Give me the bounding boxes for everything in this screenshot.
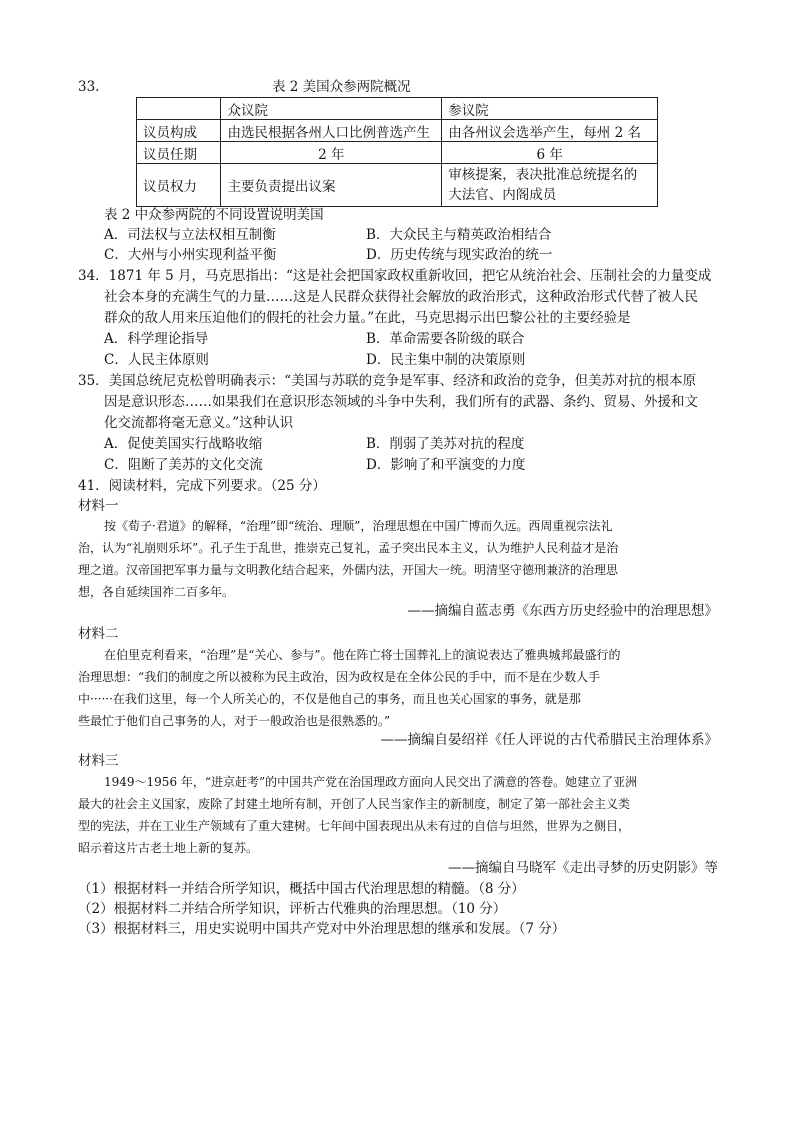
q33-option-c: C．大州与小州实现利益平衡 bbox=[104, 247, 277, 263]
q34-option-c: C．人民主体原则 bbox=[104, 352, 209, 368]
table-header-row bbox=[137, 98, 658, 120]
q35-line: 因是意识形态……如果我们在意识形态领域的斗争中失利，我们所有的武器、条约、贸易、外援和文 bbox=[104, 394, 698, 410]
q33-option-a: A．司法权与立法权相互制衡 bbox=[104, 227, 276, 243]
table-cell: 由选民根据各州人口比例普选产生 bbox=[221, 120, 442, 142]
q35-option-b: B．削弱了美苏对抗的程度 bbox=[366, 436, 525, 452]
table-cell: 由各州议会选举产生，每州 2 名 bbox=[442, 120, 658, 142]
requirement-1: （1）根据材料一并结合所学知识，概括中国古代治理思想的精髓。（8 分） bbox=[78, 881, 525, 897]
q35-option-d: D．影响了和平演变的力度 bbox=[366, 457, 526, 473]
material2-line: 在伯里克利看来，“治理”是“关心、参与”。他在阵亡将士国葬礼上的演说表达了雅典城邦最盛行的 bbox=[104, 648, 621, 662]
q35-option-a: A．促使美国实行战略收缩 bbox=[104, 436, 263, 452]
q33-stem: 表 2 中众参两院的不同设置说明美国 bbox=[104, 207, 324, 223]
table-cell: 6 年 bbox=[442, 142, 658, 164]
table-row-label: 议员权力 bbox=[137, 164, 221, 207]
material1-line: 想，各自延续国祚二百多年。 bbox=[78, 585, 235, 599]
table-header-cell: 参议院 bbox=[442, 98, 658, 120]
q35-option-c: C．阻断了美苏的文化交流 bbox=[104, 457, 263, 473]
q34-line: 34．1871 年 5 月，马克思指出：“这是社会把国家政权重新收回，把它从统治社会、压制社会的力量变成 bbox=[78, 268, 712, 284]
material2-line: 些最忙于他们自己事务的人，对于一般政治也是很熟悉的。” bbox=[78, 714, 391, 728]
table-header-cell: 众议院 bbox=[221, 98, 442, 120]
material3-line: 1949～1956 年，“进京赶考”的中国共产党在治国理政方面向人民交出了满意的答卷。她建立了亚洲 bbox=[104, 775, 638, 789]
table-row-label: 议员任期 bbox=[137, 142, 221, 164]
material3-source: ——摘编自马晓军《走出寻梦的历史阴影》等 bbox=[448, 860, 718, 876]
material3-line: 最大的社会主义国家，废除了封建土地所有制，开创了人民当家作主的新制度，制定了第一部社会主义类 bbox=[78, 797, 631, 811]
q34-option-a: A．科学理论指导 bbox=[104, 331, 209, 347]
q35-line: 35．美国总统尼克松曾明确表示：“美国与苏联的竞争是军事、经济和政治的竞争，但美苏对抗的根本原 bbox=[78, 373, 697, 389]
material2-heading: 材料二 bbox=[78, 626, 119, 642]
q33-table-title: 表 2 美国众参两院概况 bbox=[272, 79, 411, 95]
table-cell: 主要负责提出议案 bbox=[221, 164, 442, 207]
material1-line: 治，认为“礼崩则乐坏”。孔子生于乱世，推崇克己复礼，孟子突出民本主义，认为维护人民利益才是治 bbox=[78, 541, 619, 555]
table-row-label: 议员构成 bbox=[137, 120, 221, 142]
table-header-cell bbox=[137, 98, 221, 120]
table-cell bbox=[442, 164, 658, 207]
table-row bbox=[137, 142, 658, 164]
q41-intro: 41．阅读材料，完成下列要求。（25 分） bbox=[78, 478, 326, 494]
material2-line: 治理思想：“我们的制度之所以被称为民主政治，因为政权是在全体公民的手中，而不是在少数人手 bbox=[78, 670, 601, 684]
q33-table bbox=[136, 97, 658, 207]
q33-number: 33. bbox=[78, 79, 100, 95]
q35-line: 化交流都将毫无意义。”这种认识 bbox=[104, 415, 294, 431]
q34-option-d: D．民主集中制的决策原则 bbox=[366, 352, 526, 368]
material1-heading: 材料一 bbox=[78, 498, 119, 514]
material3-line: 昭示着这片古老土地上新的复苏。 bbox=[78, 841, 259, 855]
table-cell-line: 大法官、内阁成员 bbox=[448, 187, 557, 203]
material1-source: ——摘编自蓝志勇《东西方历史经验中的治理思想》 bbox=[407, 603, 718, 619]
requirement-3: （3）根据材料三，用史实说明中国共产党对中外治理思想的继承和发展。（7 分） bbox=[78, 921, 566, 937]
material1-line: 按《荀子·君道》的解释，“治理”即“统治、理顺”，治理思想在中国广博而久远。西周重视宗法礼 bbox=[104, 519, 613, 533]
requirement-2: （2）根据材料二并结合所学知识，评析古代雅典的治理思想。（10 分） bbox=[78, 901, 507, 917]
material2-line: 中······在我们这里，每一个人所关心的，不仅是他自己的事务，而且也关心国家的事务，就是那 bbox=[78, 692, 581, 706]
material3-line: 型的宪法，并在工业生产领域有了重大建树。七年间中国表现出从未有过的自信与坦然，世界为之侧目， bbox=[78, 819, 631, 833]
q33-option-d: D．历史传统与现实政治的统一 bbox=[366, 247, 553, 263]
table-cell: 2 年 bbox=[221, 142, 442, 164]
q34-line: 群众的敌人用来压迫他们的假托的社会力量。”在此，马克思揭示出巴黎公社的主要经验是 bbox=[104, 310, 631, 326]
material1-line: 理之道。汉帝国把军事力量与文明教化结合起来，外儒内法，开国大一统。明清坚守德刑兼济的治理思 bbox=[78, 563, 619, 577]
q34-option-b: B．革命需要各阶级的联合 bbox=[366, 331, 525, 347]
material3-heading: 材料三 bbox=[78, 753, 119, 769]
table-row bbox=[137, 120, 658, 142]
q33-option-b: B．大众民主与精英政治相结合 bbox=[366, 227, 552, 243]
q34-line: 社会本身的充满生气的力量……这是人民群众获得社会解放的政治形式，这种政治形式代替了被人民 bbox=[104, 289, 698, 305]
table-row bbox=[137, 164, 658, 207]
material2-source: ——摘编自晏绍祥《任人评说的古代希腊民主治理体系》 bbox=[380, 732, 718, 748]
table-cell-line: 审核提案，表决批准总统提名的 bbox=[448, 167, 638, 183]
